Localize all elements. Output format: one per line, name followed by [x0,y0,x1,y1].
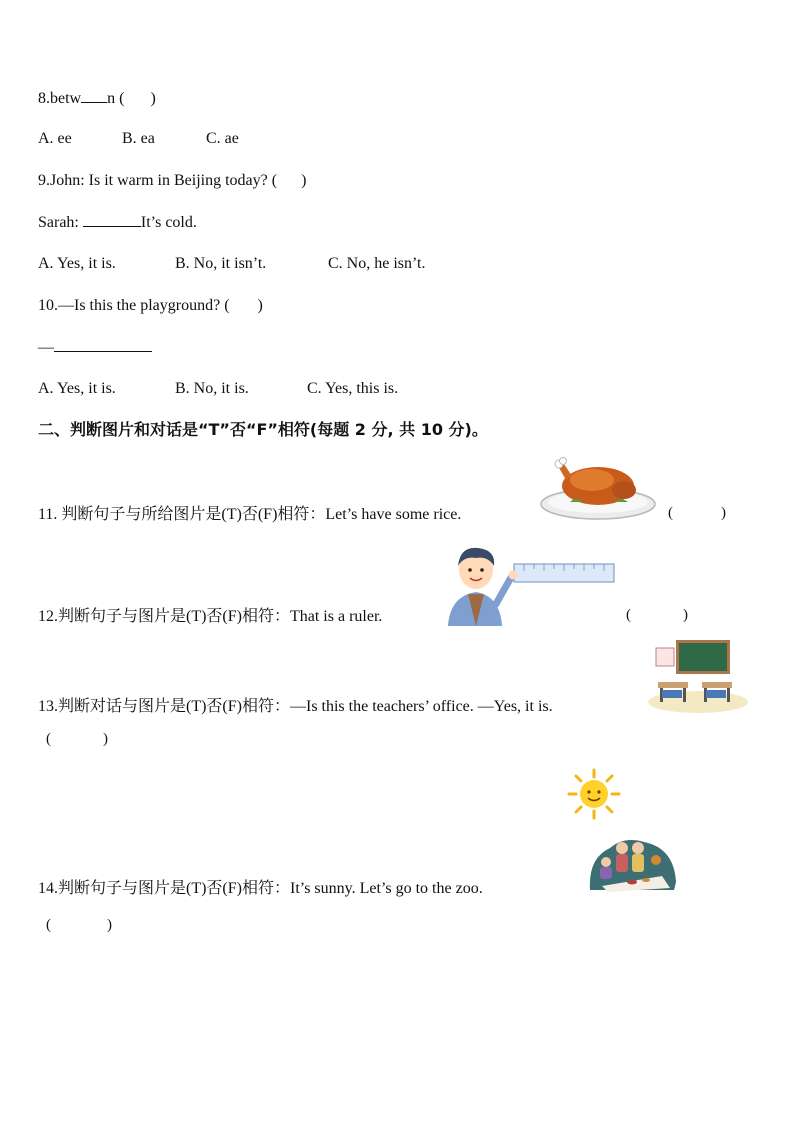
q10-answer-line: — [38,337,152,358]
q8-option-c[interactable]: C. ae [206,130,239,147]
q10-option-b[interactable]: B. No, it is. [175,380,249,397]
q14-answer-paren[interactable]: ( ) [46,917,112,933]
q8-stem: 8.betw [38,90,82,107]
q8-option-b[interactable]: B. ea [122,130,155,147]
question-11: 11. 判断句子与所给图片是(T)否(F)相符：Let’s have some rice. [38,506,462,523]
question-8: 8.betw n ( ) [38,90,156,107]
q9-sarah-line: Sarah: It’s cold. [38,214,197,231]
q8-blank[interactable] [81,88,107,103]
q9-stem: 9.John: Is it warm in Beijing today? ( [38,172,278,189]
boy-with-ruler-image [444,542,616,626]
question-10: 10.—Is this the playground? ( ) [38,297,263,314]
q10-option-a[interactable]: A. Yes, it is. [38,380,116,397]
q9-option-b[interactable]: B. No, it isn’t. [175,255,267,272]
q10-blank[interactable] [54,337,152,352]
q9-options [38,254,425,274]
q11-answer-paren[interactable]: ( ) [668,505,726,521]
q10-option-c[interactable]: C. Yes, this is. [307,380,399,397]
q9-option-a[interactable]: A. Yes, it is. [38,255,116,272]
q9-blank[interactable] [83,212,141,227]
question-9: 9.John: Is it warm in Beijing today? ( ) [38,172,307,189]
q9-option-c[interactable]: C. No, he isn’t. [328,255,426,272]
sun-icon [566,768,622,820]
classroom-image [648,638,748,714]
question-12: 12.判断句子与图片是(T)否(F)相符：That is a ruler. [38,608,383,625]
question-14: 14.判断句子与图片是(T)否(F)相符：It’s sunny. Let’s go to the zoo. [38,880,483,897]
q10-options [38,379,398,399]
q13-answer-paren[interactable]: ( ) [46,731,108,747]
q8-options [38,129,239,149]
section-2-title: 二、判断图片和对话是“T”否“F”相符(每题 2 分, 共 10 分)。 [38,420,488,439]
q8-option-a[interactable]: A. ee [38,130,72,147]
roast-turkey-image [540,456,658,522]
picnic-image [588,832,678,892]
question-13: 13.判断对话与图片是(T)否(F)相符：—Is this the teachers’ office. —Yes, it is. [38,698,553,715]
q10-stem: 10.—Is this the playground? ( [38,297,230,314]
q12-answer-paren[interactable]: ( ) [626,607,688,623]
q8-tail: n ( [107,90,125,107]
